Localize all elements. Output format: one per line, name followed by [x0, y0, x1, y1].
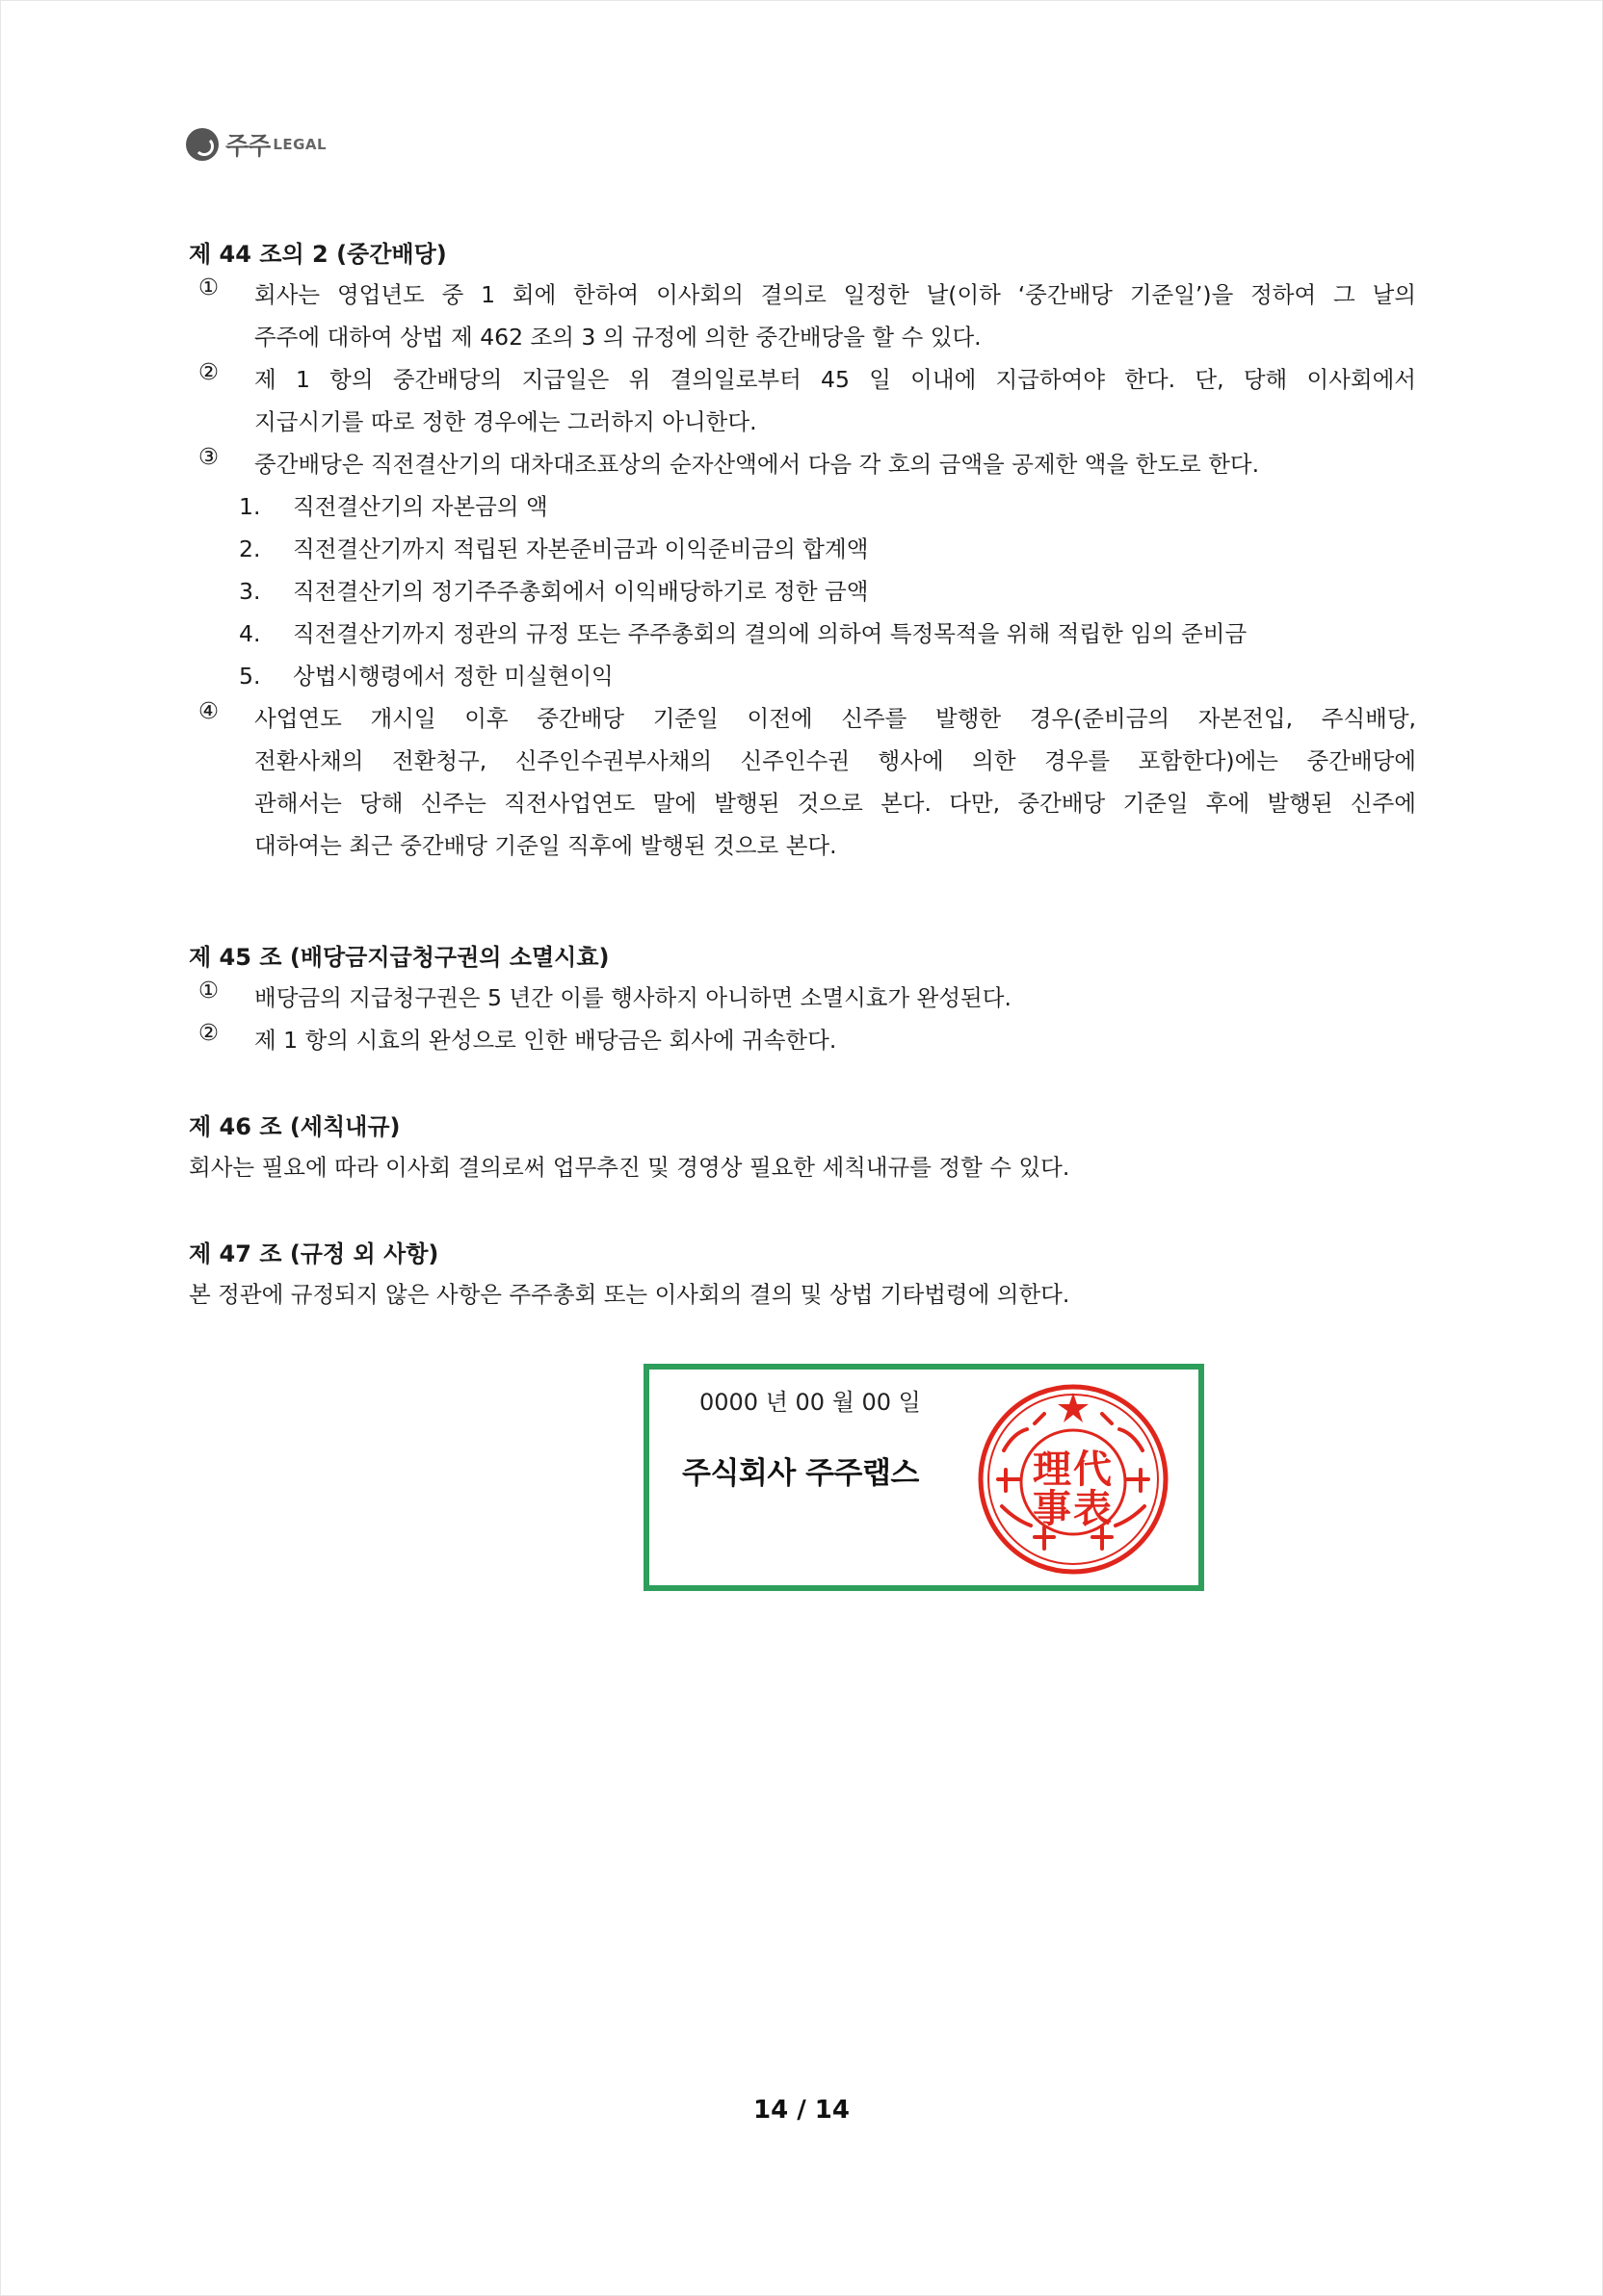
item-line: 중간배당은 직전결산기의 대차대조표상의 순자산액에서 다음 각 호의 금액을 공제한 액을 한도로 한다. — [254, 451, 1260, 478]
item-line: 제 1 항의 중간배당의 지급일은 위 결의일로부터 45 일 이내에 지급하여야 한다. 단, 당해 이사회에서 — [254, 366, 1416, 393]
company-name: 주식회사 주주랩스 — [682, 1456, 919, 1491]
subitem-1 — [189, 485, 1416, 528]
subitem-number: 2. — [239, 535, 261, 562]
svg-text:表: 表 — [1073, 1486, 1112, 1531]
item-line: 전환사채의 전환청구, 신주인수권부사채의 신주인수권 행사에 의한 경우를 포함한다)에는 중간배당에 — [254, 747, 1416, 774]
item-number: ④ — [198, 697, 220, 724]
document-body — [189, 235, 1416, 1316]
subitem-number: 5. — [239, 663, 261, 690]
article-45-heading: 제 45 조 (배당금지급청구권의 소멸시효) — [189, 944, 610, 971]
item-number: ① — [198, 977, 220, 1004]
item-text: 제 1 항의 시효의 완성으로 인한 배당금은 회사에 귀속한다. — [254, 1027, 837, 1054]
subitem-number: 3. — [239, 578, 261, 605]
logo-english-text: LEGAL — [273, 136, 328, 153]
svg-text:理: 理 — [1033, 1447, 1071, 1492]
subitem-text: 직전결산기까지 적립된 자본준비금과 이익준비금의 합계액 — [293, 535, 869, 562]
item-line: 회사는 영업년도 중 1 회에 한하여 이사회의 결의로 일정한 날(이하 ‘중간배당 기준일’)을 정하여 그 날의 — [254, 281, 1416, 308]
subitem-5 — [189, 655, 1416, 697]
article-44-2-item-4 — [189, 697, 1416, 867]
item-line: 주주에 대하여 상법 제 462 조의 3 의 규정에 의한 중간배당을 할 수 있다. — [254, 324, 982, 351]
article-44-2-item-3 — [189, 443, 1416, 485]
subitem-2 — [189, 528, 1416, 570]
subitem-text: 상법시행령에서 정한 미실현이익 — [293, 663, 614, 690]
item-line: 대하여는 최근 중간배당 기준일 직후에 발행된 것으로 본다. — [254, 832, 837, 859]
signature-box — [644, 1364, 1204, 1591]
article-44-2-item-1 — [189, 274, 1416, 358]
page-number: 14 / 14 — [753, 2096, 850, 2125]
article-45-item-2 — [189, 1019, 1416, 1061]
logo-icon — [186, 128, 219, 161]
signature-date: 0000 년 00 월 00 일 — [699, 1389, 921, 1416]
article-44-2-item-2 — [189, 358, 1416, 443]
svg-text:事: 事 — [1033, 1486, 1071, 1531]
item-line: 관해서는 당해 신주는 직전사업연도 말에 발행된 것으로 본다. 다만, 중간배당 기준일 후에 발행된 신주에 — [254, 790, 1416, 817]
item-line: 지급시기를 따로 정한 경우에는 그러하지 아니한다. — [254, 408, 757, 435]
company-seal-icon — [977, 1383, 1169, 1576]
article-45-item-1 — [189, 977, 1416, 1019]
subitem-number: 1. — [239, 493, 261, 520]
company-logo — [186, 125, 327, 164]
svg-text:代: 代 — [1073, 1447, 1112, 1492]
item-number: ② — [198, 1019, 220, 1046]
subitem-3 — [189, 570, 1416, 613]
article-46-heading: 제 46 조 (세칙내규) — [189, 1113, 401, 1140]
article-46-text: 회사는 필요에 따라 이사회 결의로써 업무추진 및 경영상 필요한 세칙내규를 정할 수 있다. — [189, 1154, 1070, 1181]
article-47-text: 본 정관에 규정되지 않은 사항은 주주총회 또는 이사회의 결의 및 상법 기타법령에 의한다. — [189, 1281, 1070, 1308]
item-line: 사업연도 개시일 이후 중간배당 기준일 이전에 신주를 발행한 경우(준비금의 자본전입, 주식배당, — [254, 705, 1416, 732]
subitem-4 — [189, 613, 1416, 655]
subitem-text: 직전결산기까지 정관의 규정 또는 주주총회의 결의에 의하여 특정목적을 위해 적립한 임의 준비금 — [293, 620, 1248, 647]
article-44-2-heading: 제 44 조의 2 (중간배당) — [189, 241, 447, 268]
subitem-number: 4. — [239, 620, 261, 647]
subitem-text: 직전결산기의 자본금의 액 — [293, 493, 548, 520]
item-text: 배당금의 지급청구권은 5 년간 이를 행사하지 아니하면 소멸시효가 완성된다. — [254, 984, 1012, 1011]
item-number: ③ — [198, 443, 220, 470]
subitem-text: 직전결산기의 정기주주총회에서 이익배당하기로 정한 금액 — [293, 578, 869, 605]
item-number: ② — [198, 358, 220, 385]
logo-korean-text: 주주 — [225, 132, 271, 160]
article-47-heading: 제 47 조 (규정 외 사항) — [189, 1240, 439, 1267]
item-number: ① — [198, 274, 220, 300]
